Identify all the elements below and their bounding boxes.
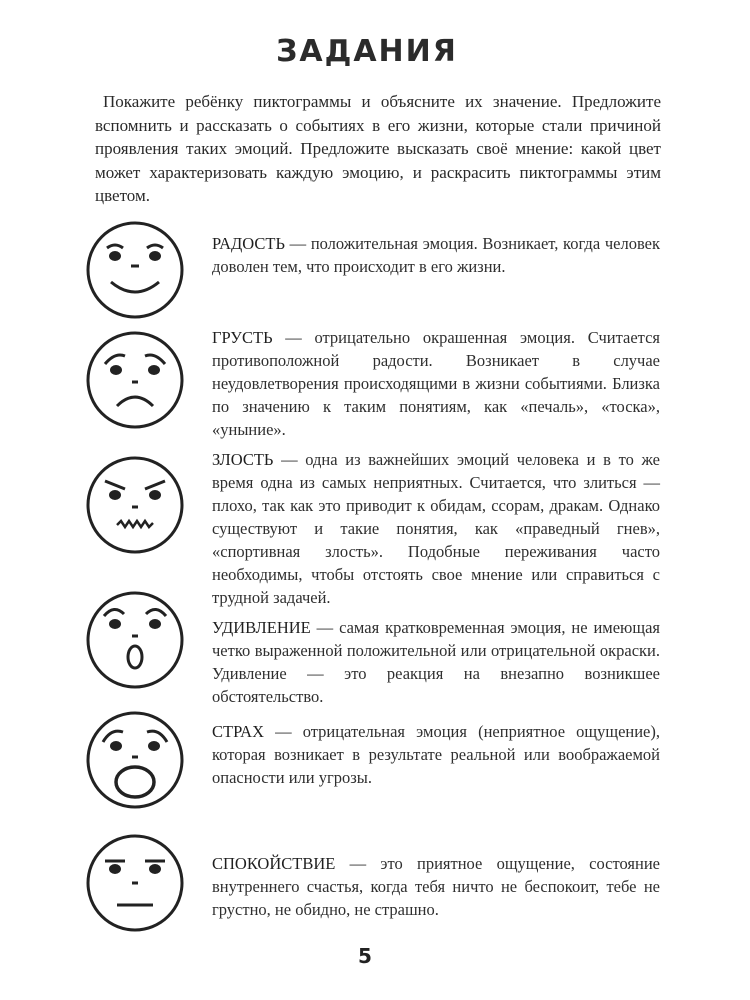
sadness-face-icon xyxy=(85,330,185,430)
anger-text: — одна из важнейших эмоций человека и в то же время одна из самых неприятных. Считается, что злиться — плохо, так как это приводит к обидам, ссорам, дракам. Однако существуют и такие понятия, как «праведный гнев», «спортивная злость». Подобные переживания часто необходимы, чтобы отстоять свое мнение или справиться с трудной задачей. xyxy=(212,450,660,607)
calm-term: СПОКОЙСТВИЕ xyxy=(212,854,336,873)
calm-description xyxy=(212,852,660,921)
anger-face-icon xyxy=(85,455,185,555)
anger-description xyxy=(212,448,660,609)
fear-face-icon xyxy=(85,710,185,810)
surprise-face-icon xyxy=(85,590,185,690)
surprise-description xyxy=(212,616,660,708)
joy-face-icon xyxy=(85,220,185,320)
sadness-description xyxy=(212,326,660,441)
joy-term: РАДОСТЬ xyxy=(212,234,285,253)
fear-description xyxy=(212,720,660,789)
sadness-term: ГРУСТЬ xyxy=(212,328,273,347)
anger-term: ЗЛОСТЬ xyxy=(212,450,274,469)
calm-text: — это приятное ощущение, состояние внутреннего счастья, когда тебя ничто не беспокоит, тебе не грустно, не обидно, не страшно. xyxy=(212,854,660,919)
joy-description xyxy=(212,232,660,278)
joy-text: — положительная эмоция. Возникает, когда человек доволен тем, что происходит в его жизни. xyxy=(212,234,660,276)
intro-paragraph: Покажите ребёнку пиктограммы и объясните их значение. Предложите вспомнить и рассказать о событиях в его жизни, которые стали причиной проявления таких эмоций. Предложите высказать своё мнение: какой цвет может характеризовать каждую эмоцию, и раскрасить пиктограммы этим цветом. xyxy=(95,92,661,205)
surprise-text: — самая кратковременная эмоция, не имеющая четко выраженной положительной или отрицательной окраски. Удивление — это реакция на внезапно возникшее обстоятельство. xyxy=(212,618,660,706)
page-title: ЗАДАНИЯ xyxy=(276,34,458,69)
page-number: 5 xyxy=(358,944,372,968)
fear-text: — отрицательная эмоция (неприятное ощущение), которая возникает в результате реальной или воображаемой опасности или угрозы. xyxy=(212,722,660,787)
calm-face-icon xyxy=(85,833,185,933)
sadness-text: — отрицательно окрашенная эмоция. Считается противоположной радости. Возникает в случае неудовлетворения происходящими в жизни событиями. Близка по значению к таким понятиям, как «печаль», «тоска», «уныние». xyxy=(212,328,660,439)
surprise-term: УДИВЛЕНИЕ xyxy=(212,618,311,637)
fear-term: СТРАХ xyxy=(212,722,264,741)
